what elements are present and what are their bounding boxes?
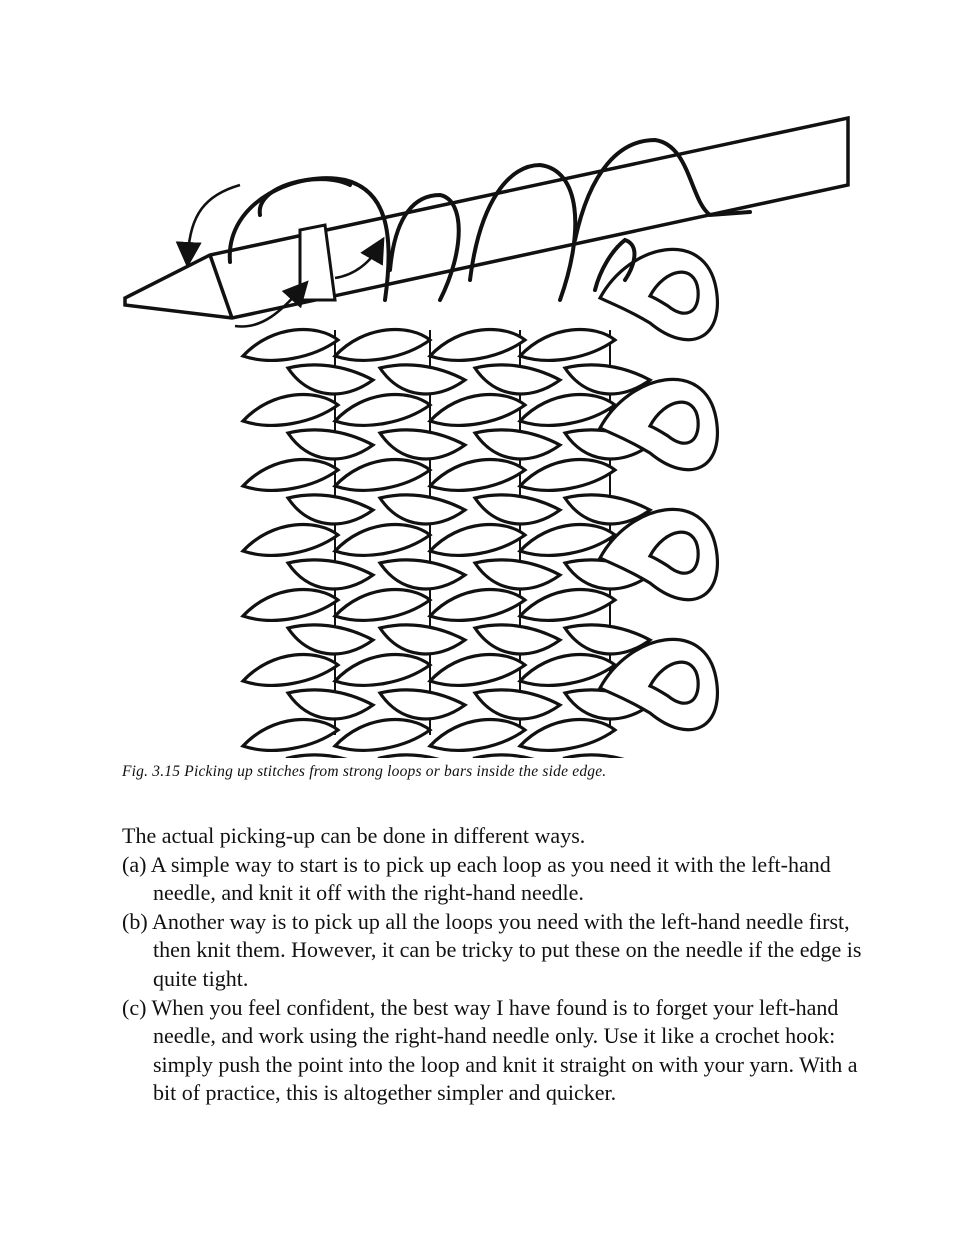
figure-caption: Fig. 3.15 Picking up stitches from strong loops or bars inside the side edge. <box>122 763 607 780</box>
knitted-fabric <box>243 249 717 758</box>
knitting-illustration <box>118 108 858 758</box>
body-text <box>122 822 862 1108</box>
list-item: (a) A simple way to start is to pick up each loop as you need it with the left-hand needle, and knit it off with the right-hand needle. <box>122 851 831 906</box>
list-item: (b) Another way is to pick up all the loops you need with the left-hand needle first, then knit them. However, it can be tricky to put these on the needle if the edge is quite tight. <box>122 908 862 991</box>
list-item: (c) When you feel confident, the best way I have found is to forget your left-hand needle, and work using the right-hand needle only. Use it like a crochet hook: simply push the point into the loop and knit it straight on with your yarn. With a bit of practice, this is altogether simpler and quicker. <box>122 994 858 1106</box>
intro-paragraph: The actual picking-up can be done in different ways. <box>122 823 586 848</box>
